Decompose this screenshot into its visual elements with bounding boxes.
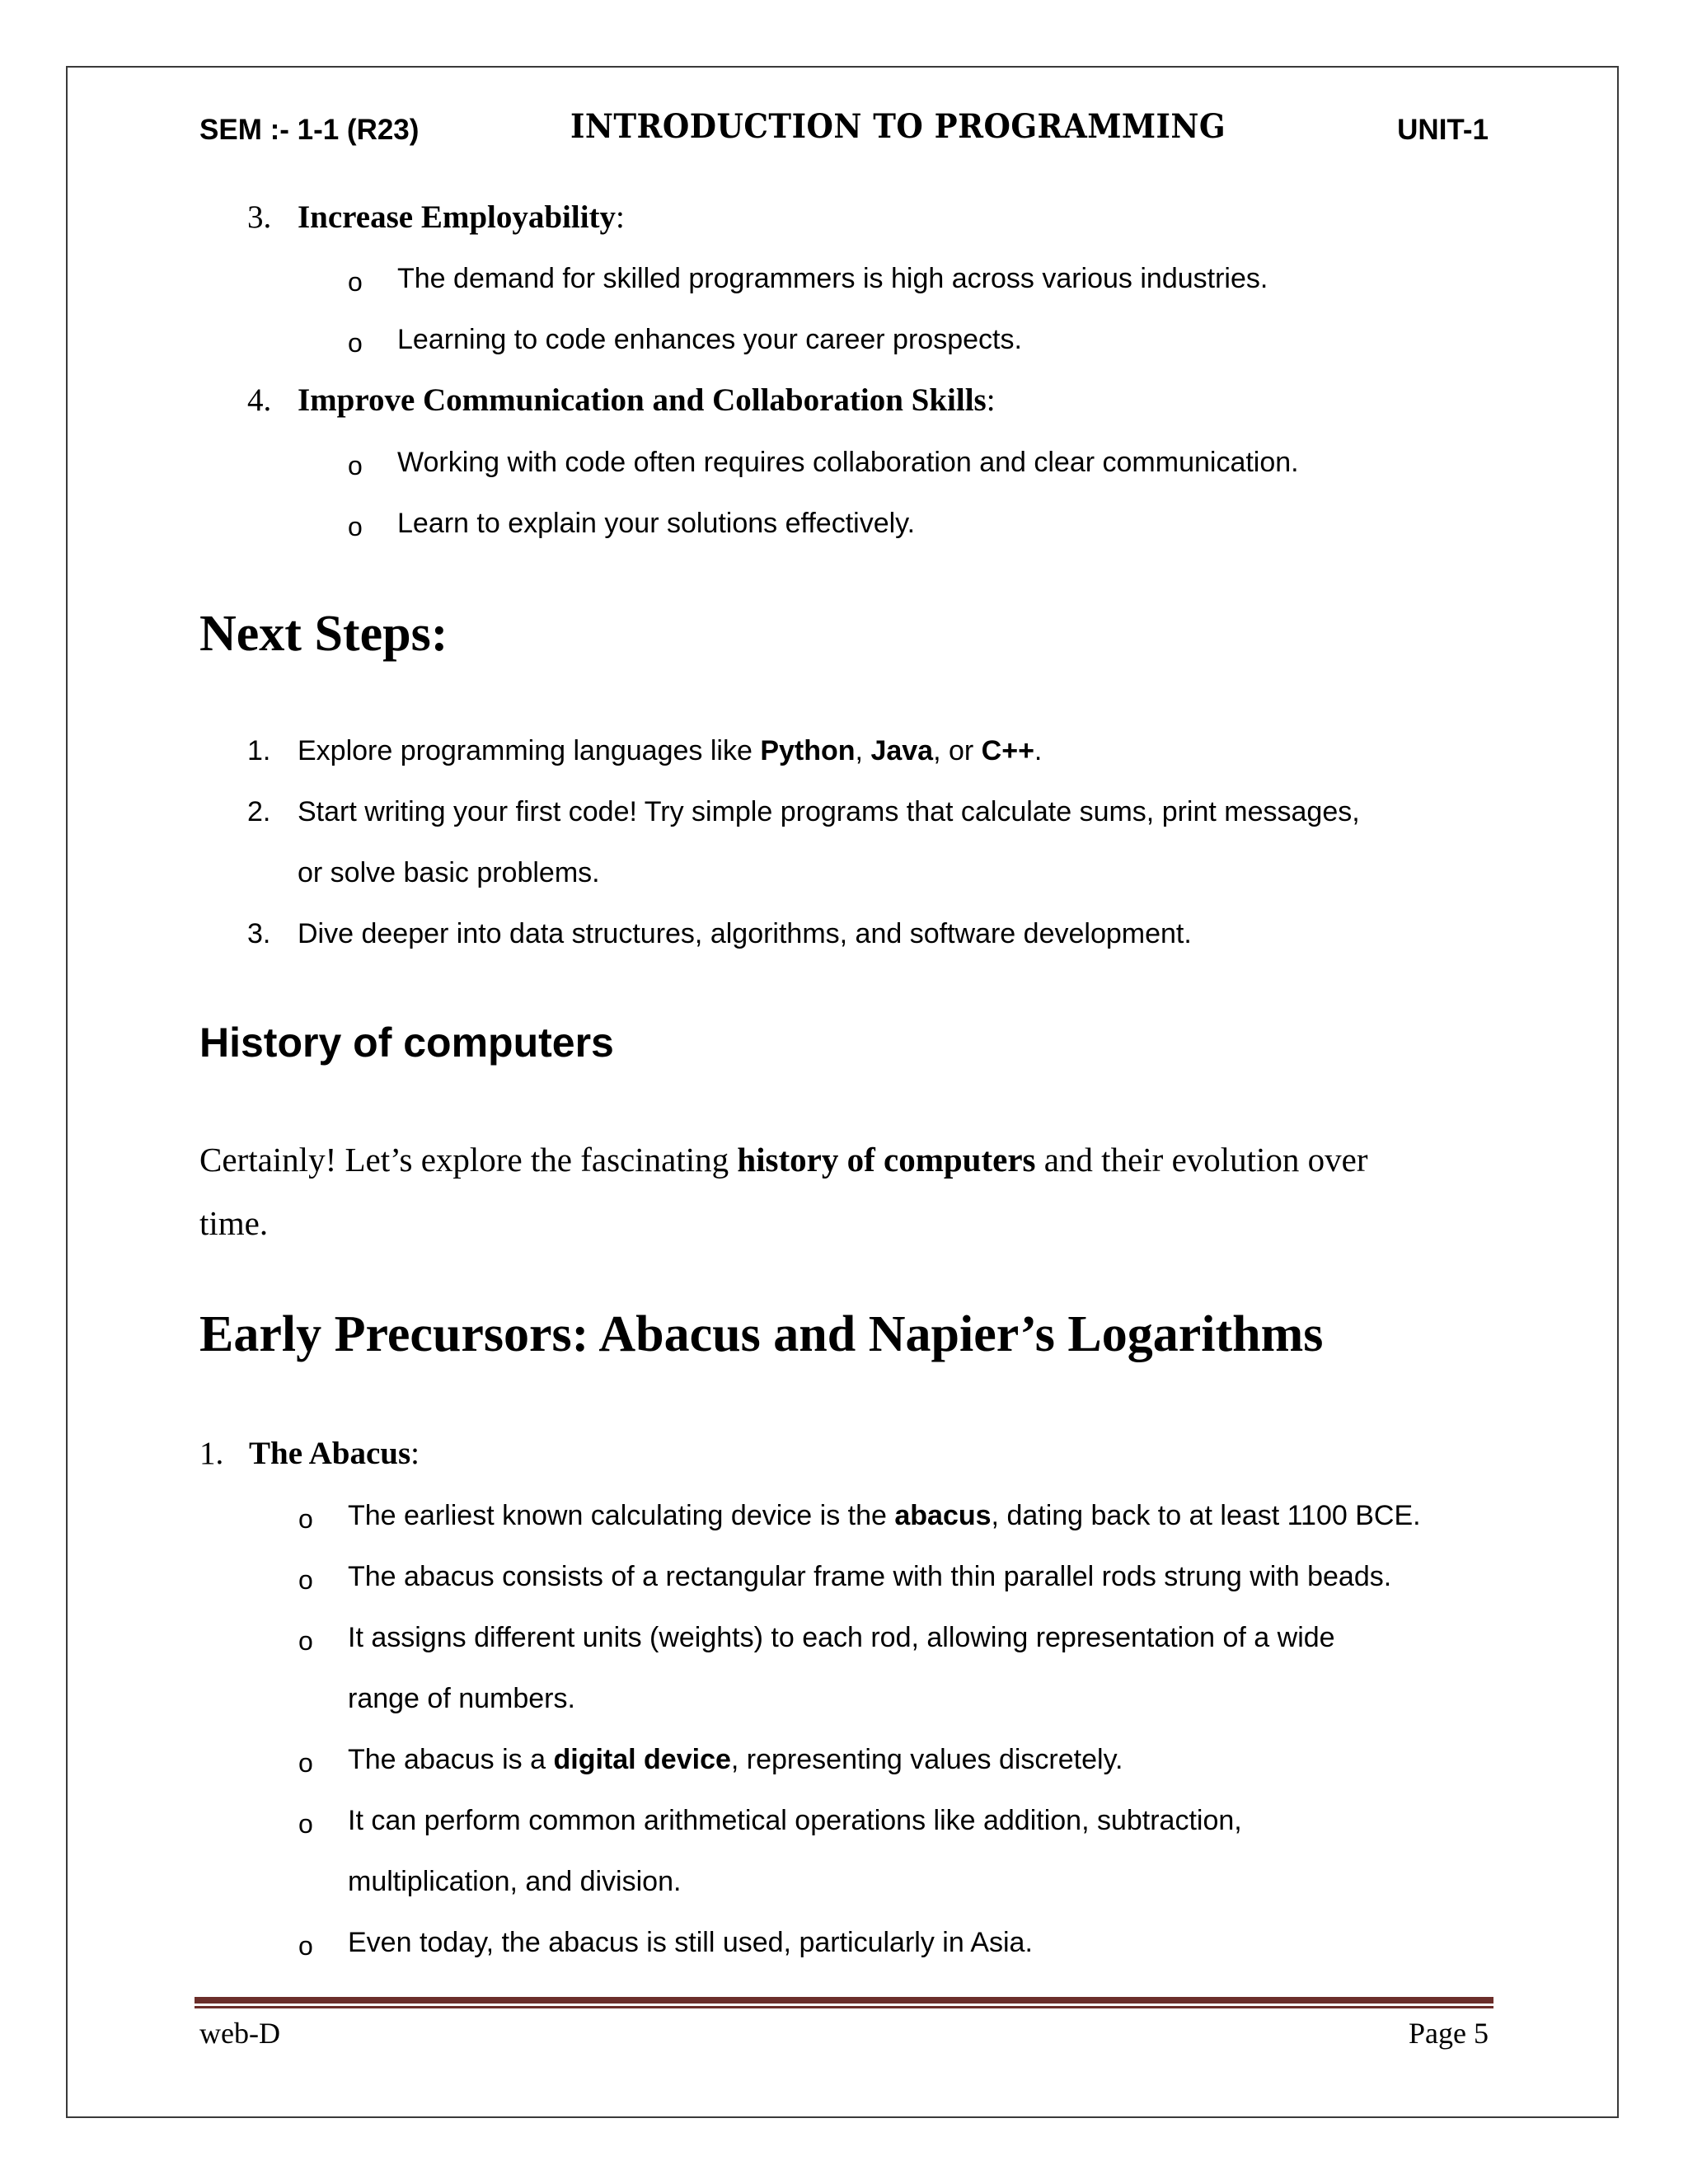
step-text [298,735,1042,767]
list-item-title [298,199,625,236]
bullet-text-bold: abacus [894,1500,992,1531]
bullet-text: Learn to explain your solutions effectively. [397,508,916,539]
list-item-title [298,382,996,419]
bullet-text: It can perform common arithmetical operations like addition, subtraction, [348,1805,1242,1836]
step-text-part: Explore programming languages like [298,735,761,766]
step-text-continued: or solve basic problems. [298,857,600,888]
bullet-icon: o [348,512,363,541]
bullet-text-part: , representing values discretely. [730,1744,1123,1775]
header-semester: SEM :- 1-1 (R23) [199,114,420,146]
step-number: 2. [247,796,271,827]
bullet-icon: o [298,1626,313,1656]
bullet-text-continued: multiplication, and division. [348,1866,682,1897]
bullet-text [348,1744,1123,1776]
history-intro-part: Certainly! Let’s explore the fascinating [199,1141,738,1179]
list-item-suffix: : [986,382,996,418]
bullet-text-part: The earliest known calculating device is the [348,1500,895,1531]
step-text-part: , or [933,735,982,766]
list-item-number: 4. [247,382,272,418]
bullet-icon: o [298,1504,313,1534]
history-intro [199,1140,1368,1179]
header-course-title: INTRODUCTION TO PROGRAMMING [570,107,1226,146]
bullet-text: Learning to code enhances your career prospects. [397,324,1022,355]
header-unit: UNIT-1 [1397,114,1489,146]
bullet-text-bold: digital device [553,1744,731,1775]
history-intro-bold: history of computers [737,1141,1036,1179]
bullet-icon: o [298,1748,313,1778]
bullet-text: It assigns different units (weights) to each rod, allowing representation of a wide [348,1622,1335,1653]
list-item-title [249,1435,420,1472]
list-item-title-bold: Increase Employability [298,199,617,235]
step-language-python: Python [760,735,856,766]
list-item-suffix: : [616,199,625,235]
early-precursors-heading: Early Precursors: Abacus and Napier’s Logarithms [199,1306,1324,1362]
list-item-number: 1. [199,1436,224,1471]
list-item-suffix: : [410,1436,420,1471]
step-text: Start writing your first code! Try simple programs that calculate sums, print messages, [298,796,1360,827]
footer-left-text: web-D [199,2017,280,2050]
step-language-cpp: C++ [981,735,1034,766]
bullet-icon: o [298,1809,313,1839]
step-text-part: , [855,735,871,766]
bullet-icon: o [348,451,363,480]
bullet-icon: o [298,1565,313,1595]
next-steps-heading: Next Steps: [199,606,448,662]
footer-rule [195,1997,1493,2004]
bullet-text-part: , dating back to at least 1100 BCE. [991,1500,1421,1531]
bullet-icon: o [348,328,363,358]
footer-rule-thin [195,2006,1493,2008]
page-number: Page 5 [1409,2017,1489,2050]
bullet-text [348,1500,1421,1532]
list-item-title-bold: The Abacus [249,1436,411,1471]
bullet-text-part: The abacus is a [348,1744,554,1775]
step-number: 3. [247,918,271,949]
step-text-part: . [1034,735,1043,766]
list-item-number: 3. [247,199,272,235]
history-intro-continued: time. [199,1204,269,1242]
bullet-text-continued: range of numbers. [348,1683,575,1714]
history-heading: History of computers [199,1019,614,1066]
history-intro-part: and their evolution over [1035,1141,1368,1179]
bullet-icon: o [348,267,363,297]
bullet-text: Even today, the abacus is still used, particularly in Asia. [348,1927,1033,1958]
bullet-text: The abacus consists of a rectangular frame with thin parallel rods strung with beads. [348,1561,1392,1592]
step-language-java: Java [870,735,934,766]
list-item-title-bold: Improve Communication and Collaboration Skills [298,382,987,418]
step-text: Dive deeper into data structures, algorithms, and software development. [298,918,1192,949]
bullet-icon: o [298,1931,313,1961]
bullet-text: The demand for skilled programmers is high across various industries. [397,263,1268,294]
bullet-text: Working with code often requires collaboration and clear communication. [397,447,1299,478]
step-number: 1. [247,735,271,766]
